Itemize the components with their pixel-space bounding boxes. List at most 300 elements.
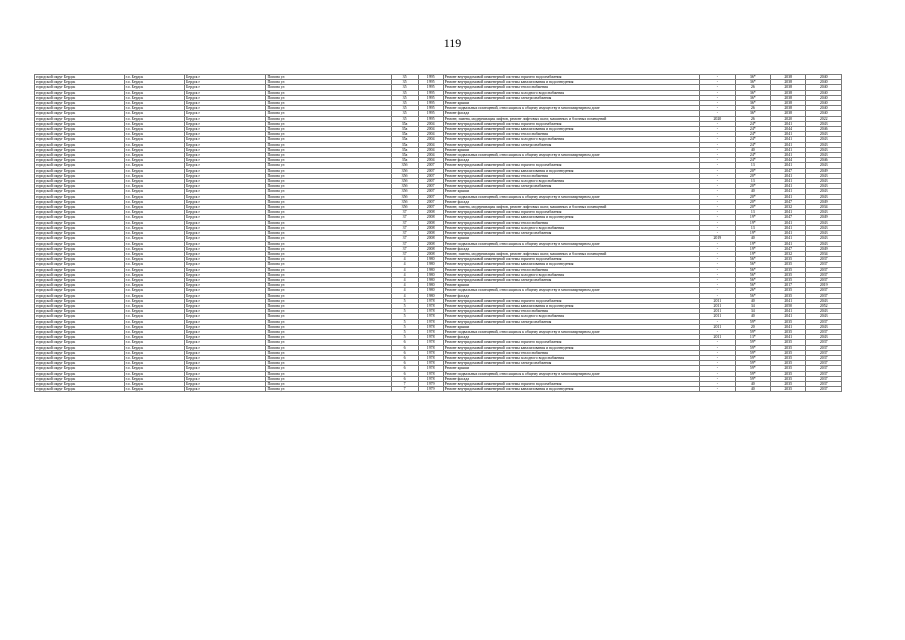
plan-end-year-cell: 2043 [806, 137, 842, 142]
municipality-cell: городской округ Бердск [35, 246, 125, 251]
municipality-cell: городской округ Бердск [35, 95, 125, 100]
plan-end-year-cell: 2022 [806, 116, 842, 121]
street-cell: Попова ул [266, 361, 391, 366]
plan-start-year-cell: 2035 [771, 319, 806, 324]
work-type-cell: Ремонт внутридомовой инженерной системы горячего водоснабжения [443, 121, 699, 126]
plan-end-year-cell: 2037 [806, 371, 842, 376]
year-built-cell: 2008 [418, 210, 443, 215]
plan-end-year-cell: 2043 [806, 163, 842, 168]
settlement-cell: г.о. Бердск [124, 350, 184, 355]
house-number-cell: 5 [391, 329, 418, 334]
street-cell: Попова ул [266, 106, 391, 111]
last-repair-year-cell: 2019 [700, 236, 735, 241]
locality-cell: Бердск г [185, 272, 266, 277]
street-cell: Попова ул [266, 231, 391, 236]
settlement-cell: г.о. Бердск [124, 335, 184, 340]
municipality-cell: городской округ Бердск [35, 127, 125, 132]
work-type-cell: Ремонт крыши [443, 189, 699, 194]
last-repair-year-cell: - [700, 142, 735, 147]
settlement-cell: г.о. Бердск [124, 267, 184, 272]
house-number-cell: 37 [391, 210, 418, 215]
locality-cell: Бердск г [185, 132, 266, 137]
plan-start-year-cell: 2041 [771, 173, 806, 178]
work-type-cell: Ремонт внутридомовой инженерной системы электроснабжения [443, 361, 699, 366]
work-type-cell: Ремонт крыши [443, 283, 699, 288]
last-repair-year-cell: 2011 [700, 303, 735, 308]
wear-percent-cell: 20* [735, 205, 770, 210]
plan-end-year-cell: 2049 [806, 168, 842, 173]
municipality-cell: городской округ Бердск [35, 361, 125, 366]
plan-end-year-cell: 2043 [806, 225, 842, 230]
plan-end-year-cell: 2040 [806, 85, 842, 90]
work-type-cell: Ремонт фасада [443, 111, 699, 116]
year-built-cell: 1980 [418, 288, 443, 293]
plan-start-year-cell: 2041 [771, 189, 806, 194]
locality-cell: Бердск г [185, 387, 266, 392]
work-type-cell: Ремонт подвальных помещений, относящихся к общему имуществу в многоквартирном доме [443, 194, 699, 199]
plan-end-year-cell: 2043 [806, 132, 842, 137]
street-cell: Попова ул [266, 75, 391, 80]
plan-start-year-cell: 2032 [771, 205, 806, 210]
street-cell: Попова ул [266, 350, 391, 355]
street-cell: Попова ул [266, 283, 391, 288]
locality-cell: Бердск г [185, 381, 266, 386]
municipality-cell: городской округ Бердск [35, 116, 125, 121]
street-cell: Попова ул [266, 309, 391, 314]
wear-percent-cell: 40 [735, 298, 770, 303]
work-type-cell: Ремонт фасада [443, 293, 699, 298]
municipality-cell: городской округ Бердск [35, 168, 125, 173]
wear-percent-cell: 56* [735, 277, 770, 282]
last-repair-year-cell: - [700, 355, 735, 360]
settlement-cell: г.о. Бердск [124, 314, 184, 319]
municipality-cell: городской округ Бердск [35, 163, 125, 168]
work-type-cell: Ремонт крыши [443, 366, 699, 371]
municipality-cell: городской округ Бердск [35, 173, 125, 178]
plan-end-year-cell: 2040 [806, 95, 842, 100]
locality-cell: Бердск г [185, 215, 266, 220]
plan-start-year-cell: 2041 [771, 314, 806, 319]
locality-cell: Бердск г [185, 163, 266, 168]
year-built-cell: 1978 [418, 340, 443, 345]
work-type-cell: Ремонт подвальных помещений, относящихся к общему имуществу в многоквартирном доме [443, 371, 699, 376]
settlement-cell: г.о. Бердск [124, 111, 184, 116]
year-built-cell: 2004 [418, 153, 443, 158]
locality-cell: Бердск г [185, 257, 266, 262]
settlement-cell: г.о. Бердск [124, 236, 184, 241]
house-number-cell: 35б [391, 189, 418, 194]
plan-end-year-cell: 2037 [806, 350, 842, 355]
street-cell: Попова ул [266, 241, 391, 246]
house-number-cell: 35 [391, 95, 418, 100]
municipality-cell: городской округ Бердск [35, 371, 125, 376]
locality-cell: Бердск г [185, 309, 266, 314]
work-type-cell: Ремонт внутридомовой инженерной системы электроснабжения [443, 231, 699, 236]
work-type-cell: Ремонт внутридомовой инженерной системы электроснабжения [443, 95, 699, 100]
settlement-cell: г.о. Бердск [124, 246, 184, 251]
last-repair-year-cell: 2011 [700, 335, 735, 340]
plan-end-year-cell: 2037 [806, 293, 842, 298]
year-built-cell: 2008 [418, 236, 443, 241]
plan-end-year-cell: 2043 [806, 314, 842, 319]
last-repair-year-cell: - [700, 272, 735, 277]
year-built-cell: 2008 [418, 241, 443, 246]
year-built-cell: 1978 [418, 319, 443, 324]
locality-cell: Бердск г [185, 288, 266, 293]
plan-end-year-cell: 2019 [806, 283, 842, 288]
wear-percent-cell: 59* [735, 355, 770, 360]
locality-cell: Бердск г [185, 303, 266, 308]
street-cell: Попова ул [266, 137, 391, 142]
settlement-cell: г.о. Бердск [124, 231, 184, 236]
settlement-cell: г.о. Бердск [124, 116, 184, 121]
settlement-cell: г.о. Бердск [124, 288, 184, 293]
wear-percent-cell: 13* [735, 335, 770, 340]
last-repair-year-cell: - [700, 210, 735, 215]
house-number-cell: 37 [391, 220, 418, 225]
street-cell: Попова ул [266, 288, 391, 293]
street-cell: Попова ул [266, 184, 391, 189]
wear-percent-cell: 56* [735, 272, 770, 277]
last-repair-year-cell: - [700, 241, 735, 246]
last-repair-year-cell: - [700, 267, 735, 272]
municipality-cell: городской округ Бердск [35, 101, 125, 106]
last-repair-year-cell: - [700, 85, 735, 90]
settlement-cell: г.о. Бердск [124, 75, 184, 80]
last-repair-year-cell: - [700, 189, 735, 194]
plan-start-year-cell: 2041 [771, 137, 806, 142]
last-repair-year-cell: 2011 [700, 298, 735, 303]
year-built-cell: 2004 [418, 158, 443, 163]
house-number-cell: 5 [391, 335, 418, 340]
wear-percent-cell: 40 [735, 387, 770, 392]
plan-start-year-cell: 2047 [771, 168, 806, 173]
wear-percent-cell: 13 [735, 225, 770, 230]
last-repair-year-cell: - [700, 199, 735, 204]
house-number-cell: 6 [391, 371, 418, 376]
wear-percent-cell: 24* [735, 137, 770, 142]
plan-start-year-cell: 2038 [771, 85, 806, 90]
register-sheet [34, 74, 842, 392]
municipality-cell: городской округ Бердск [35, 324, 125, 329]
street-cell: Попова ул [266, 303, 391, 308]
work-type-cell: Ремонт внутридомовой инженерной системы горячего водоснабжения [443, 298, 699, 303]
wear-percent-cell: 24* [735, 142, 770, 147]
locality-cell: Бердск г [185, 314, 266, 319]
house-number-cell: 37 [391, 231, 418, 236]
plan-end-year-cell: 2043 [806, 179, 842, 184]
plan-start-year-cell: 2035 [771, 272, 806, 277]
locality-cell: Бердск г [185, 199, 266, 204]
street-cell: Попова ул [266, 90, 391, 95]
street-cell: Попова ул [266, 262, 391, 267]
year-built-cell: 1995 [418, 116, 443, 121]
locality-cell: Бердск г [185, 251, 266, 256]
house-number-cell: 5 [391, 314, 418, 319]
house-number-cell: 35б [391, 163, 418, 168]
settlement-cell: г.о. Бердск [124, 132, 184, 137]
year-built-cell: 1978 [418, 350, 443, 355]
street-cell: Попова ул [266, 168, 391, 173]
wear-percent-cell: 34 [735, 309, 770, 314]
street-cell: Попова ул [266, 381, 391, 386]
settlement-cell: г.о. Бердск [124, 366, 184, 371]
wear-percent-cell: 26 [735, 85, 770, 90]
plan-start-year-cell: 2047 [771, 246, 806, 251]
house-number-cell: 35а [391, 121, 418, 126]
house-number-cell: 35 [391, 90, 418, 95]
work-type-cell: Ремонт внутридомовой инженерной системы теплоснабжения [443, 350, 699, 355]
municipality-cell: городской округ Бердск [35, 262, 125, 267]
settlement-cell: г.о. Бердск [124, 168, 184, 173]
street-cell: Попова ул [266, 319, 391, 324]
table-body [35, 75, 842, 392]
wear-percent-cell: 24* [735, 121, 770, 126]
year-built-cell: 1978 [418, 371, 443, 376]
street-cell: Попова ул [266, 355, 391, 360]
settlement-cell: г.о. Бердск [124, 355, 184, 360]
year-built-cell: 1980 [418, 293, 443, 298]
settlement-cell: г.о. Бердск [124, 361, 184, 366]
year-built-cell: 2007 [418, 189, 443, 194]
plan-start-year-cell: 2038 [771, 80, 806, 85]
house-number-cell: 4 [391, 277, 418, 282]
house-number-cell: 35б [391, 194, 418, 199]
settlement-cell: г.о. Бердск [124, 90, 184, 95]
year-built-cell: 2004 [418, 132, 443, 137]
wear-percent-cell: 20* [735, 173, 770, 178]
wear-percent-cell: 56* [735, 267, 770, 272]
plan-start-year-cell: 2035 [771, 288, 806, 293]
settlement-cell: г.о. Бердск [124, 251, 184, 256]
year-built-cell: 1978 [418, 298, 443, 303]
work-type-cell: Ремонт внутридомовой инженерной системы теплоснабжения [443, 267, 699, 272]
last-repair-year-cell: - [700, 137, 735, 142]
house-number-cell: 4 [391, 257, 418, 262]
municipality-cell: городской округ Бердск [35, 85, 125, 90]
locality-cell: Бердск г [185, 293, 266, 298]
settlement-cell: г.о. Бердск [124, 324, 184, 329]
plan-start-year-cell: 2035 [771, 267, 806, 272]
year-built-cell: 1978 [418, 314, 443, 319]
wear-percent-cell: 19* [735, 215, 770, 220]
house-number-cell: 4 [391, 272, 418, 277]
locality-cell: Бердск г [185, 95, 266, 100]
year-built-cell: 1978 [418, 355, 443, 360]
wear-percent-cell: 56* [735, 293, 770, 298]
street-cell: Попова ул [266, 340, 391, 345]
plan-end-year-cell: 2037 [806, 319, 842, 324]
plan-start-year-cell: 2020 [771, 116, 806, 121]
plan-start-year-cell: 2044 [771, 127, 806, 132]
wear-percent-cell: 56* [735, 283, 770, 288]
plan-start-year-cell: 2041 [771, 335, 806, 340]
work-type-cell: Ремонт внутридомовой инженерной системы теплоснабжения [443, 309, 699, 314]
municipality-cell: городской округ Бердск [35, 376, 125, 381]
wear-percent-cell: 40 [735, 236, 770, 241]
year-built-cell: 2007 [418, 184, 443, 189]
year-built-cell: 2008 [418, 225, 443, 230]
plan-end-year-cell: 2040 [806, 80, 842, 85]
municipality-cell: городской округ Бердск [35, 184, 125, 189]
house-number-cell: 4 [391, 288, 418, 293]
house-number-cell: 4 [391, 267, 418, 272]
last-repair-year-cell: - [700, 75, 735, 80]
settlement-cell: г.о. Бердск [124, 241, 184, 246]
locality-cell: Бердск г [185, 179, 266, 184]
year-built-cell: 1995 [418, 95, 443, 100]
plan-end-year-cell: 2043 [806, 121, 842, 126]
house-number-cell: 37 [391, 246, 418, 251]
plan-start-year-cell: 2041 [771, 184, 806, 189]
street-cell: Попова ул [266, 205, 391, 210]
house-number-cell: 35 [391, 101, 418, 106]
street-cell: Попова ул [266, 345, 391, 350]
municipality-cell: городской округ Бердск [35, 210, 125, 215]
plan-end-year-cell: 2043 [806, 220, 842, 225]
plan-end-year-cell: 2040 [806, 90, 842, 95]
municipality-cell: городской округ Бердск [35, 142, 125, 147]
house-number-cell: 37 [391, 215, 418, 220]
locality-cell: Бердск г [185, 355, 266, 360]
municipality-cell: городской округ Бердск [35, 158, 125, 163]
plan-end-year-cell: 2040 [806, 75, 842, 80]
locality-cell: Бердск г [185, 231, 266, 236]
locality-cell: Бердск г [185, 350, 266, 355]
wear-percent-cell: 36* [735, 75, 770, 80]
last-repair-year-cell: - [700, 101, 735, 106]
settlement-cell: г.о. Бердск [124, 371, 184, 376]
year-built-cell: 2007 [418, 163, 443, 168]
locality-cell: Бердск г [185, 345, 266, 350]
house-number-cell: 35 [391, 85, 418, 90]
settlement-cell: г.о. Бердск [124, 179, 184, 184]
locality-cell: Бердск г [185, 189, 266, 194]
year-built-cell: 1978 [418, 345, 443, 350]
municipality-cell: городской округ Бердск [35, 303, 125, 308]
last-repair-year-cell: - [700, 225, 735, 230]
locality-cell: Бердск г [185, 246, 266, 251]
settlement-cell: г.о. Бердск [124, 205, 184, 210]
wear-percent-cell: 59* [735, 319, 770, 324]
year-built-cell: 1978 [418, 361, 443, 366]
street-cell: Попова ул [266, 371, 391, 376]
wear-percent-cell: 19* [735, 231, 770, 236]
municipality-cell: городской округ Бердск [35, 366, 125, 371]
work-type-cell: Ремонт крыши [443, 101, 699, 106]
wear-percent-cell: 59* [735, 371, 770, 376]
work-type-cell: Ремонт внутридомовой инженерной системы теплоснабжения [443, 173, 699, 178]
plan-start-year-cell: 2041 [771, 132, 806, 137]
municipality-cell: городской округ Бердск [35, 272, 125, 277]
work-type-cell: Ремонт внутридомовой инженерной системы теплоснабжения [443, 132, 699, 137]
municipality-cell: городской округ Бердск [35, 319, 125, 324]
settlement-cell: г.о. Бердск [124, 303, 184, 308]
plan-start-year-cell: 2035 [771, 262, 806, 267]
locality-cell: Бердск г [185, 194, 266, 199]
house-number-cell: 35а [391, 147, 418, 152]
work-type-cell: Ремонт, замена, модернизация лифтов, ремонт лифтовых шахт, машинных и блочных помещений [443, 251, 699, 256]
street-cell: Попова ул [266, 246, 391, 251]
municipality-cell: городской округ Бердск [35, 80, 125, 85]
year-built-cell: 2008 [418, 215, 443, 220]
municipality-cell: городской округ Бердск [35, 288, 125, 293]
work-type-cell: Ремонт, замена, модернизация лифтов, ремонт лифтовых шахт, машинных и блочных помещений [443, 205, 699, 210]
settlement-cell: г.о. Бердск [124, 345, 184, 350]
locality-cell: Бердск г [185, 85, 266, 90]
house-number-cell: 5 [391, 309, 418, 314]
street-cell: Попова ул [266, 324, 391, 329]
municipality-cell: городской округ Бердск [35, 241, 125, 246]
street-cell: Попова ул [266, 215, 391, 220]
locality-cell: Бердск г [185, 277, 266, 282]
work-type-cell: Ремонт, замена, модернизация лифтов, ремонт лифтовых шахт, машинных и блочных помещений [443, 116, 699, 121]
house-number-cell: 6 [391, 366, 418, 371]
last-repair-year-cell: - [700, 257, 735, 262]
house-number-cell: 35б [391, 205, 418, 210]
plan-start-year-cell: 2035 [771, 361, 806, 366]
wear-percent-cell: 26 [735, 106, 770, 111]
year-built-cell: 1980 [418, 257, 443, 262]
municipality-cell: городской округ Бердск [35, 220, 125, 225]
work-type-cell: Ремонт внутридомовой инженерной системы электроснабжения [443, 142, 699, 147]
settlement-cell: г.о. Бердск [124, 381, 184, 386]
municipality-cell: городской округ Бердск [35, 340, 125, 345]
wear-percent-cell: 20* [735, 184, 770, 189]
year-built-cell: 1995 [418, 80, 443, 85]
house-number-cell: 5 [391, 319, 418, 324]
settlement-cell: г.о. Бердск [124, 121, 184, 126]
wear-percent-cell: 59* [735, 350, 770, 355]
plan-end-year-cell: 2037 [806, 345, 842, 350]
house-number-cell: 5 [391, 324, 418, 329]
wear-percent-cell: 59* [735, 376, 770, 381]
last-repair-year-cell: - [700, 246, 735, 251]
work-type-cell: Ремонт подвальных помещений, относящихся к общему имуществу в многоквартирном доме [443, 241, 699, 246]
street-cell: Попова ул [266, 272, 391, 277]
settlement-cell: г.о. Бердск [124, 283, 184, 288]
plan-end-year-cell: 2037 [806, 257, 842, 262]
wear-percent-cell: 26 [735, 116, 770, 121]
year-built-cell: 2007 [418, 205, 443, 210]
locality-cell: Бердск г [185, 319, 266, 324]
street-cell: Попова ул [266, 158, 391, 163]
last-repair-year-cell: - [700, 205, 735, 210]
plan-end-year-cell: 2043 [806, 153, 842, 158]
year-built-cell: 2007 [418, 194, 443, 199]
municipality-cell: городской округ Бердск [35, 335, 125, 340]
work-type-cell: Ремонт внутридомовой инженерной системы горячего водоснабжения [443, 163, 699, 168]
municipality-cell: городской округ Бердск [35, 236, 125, 241]
work-type-cell: Ремонт фасада [443, 199, 699, 204]
wear-percent-cell: 36* [735, 90, 770, 95]
work-type-cell: Ремонт внутридомовой инженерной системы холодного водоснабжения [443, 225, 699, 230]
municipality-cell: городской округ Бердск [35, 350, 125, 355]
plan-start-year-cell: 2041 [771, 298, 806, 303]
wear-percent-cell: 19* [735, 220, 770, 225]
house-number-cell: 6 [391, 361, 418, 366]
settlement-cell: г.о. Бердск [124, 101, 184, 106]
last-repair-year-cell: - [700, 277, 735, 282]
work-type-cell: Ремонт подвальных помещений, относящихся к общему имуществу в многоквартирном доме [443, 106, 699, 111]
locality-cell: Бердск г [185, 324, 266, 329]
last-repair-year-cell: - [700, 168, 735, 173]
year-built-cell: 1979 [418, 381, 443, 386]
work-type-cell: Ремонт внутридомовой инженерной системы канализования и водоотведения [443, 303, 699, 308]
municipality-cell: городской округ Бердск [35, 106, 125, 111]
plan-end-year-cell: 2043 [806, 231, 842, 236]
wear-percent-cell: 20* [735, 168, 770, 173]
